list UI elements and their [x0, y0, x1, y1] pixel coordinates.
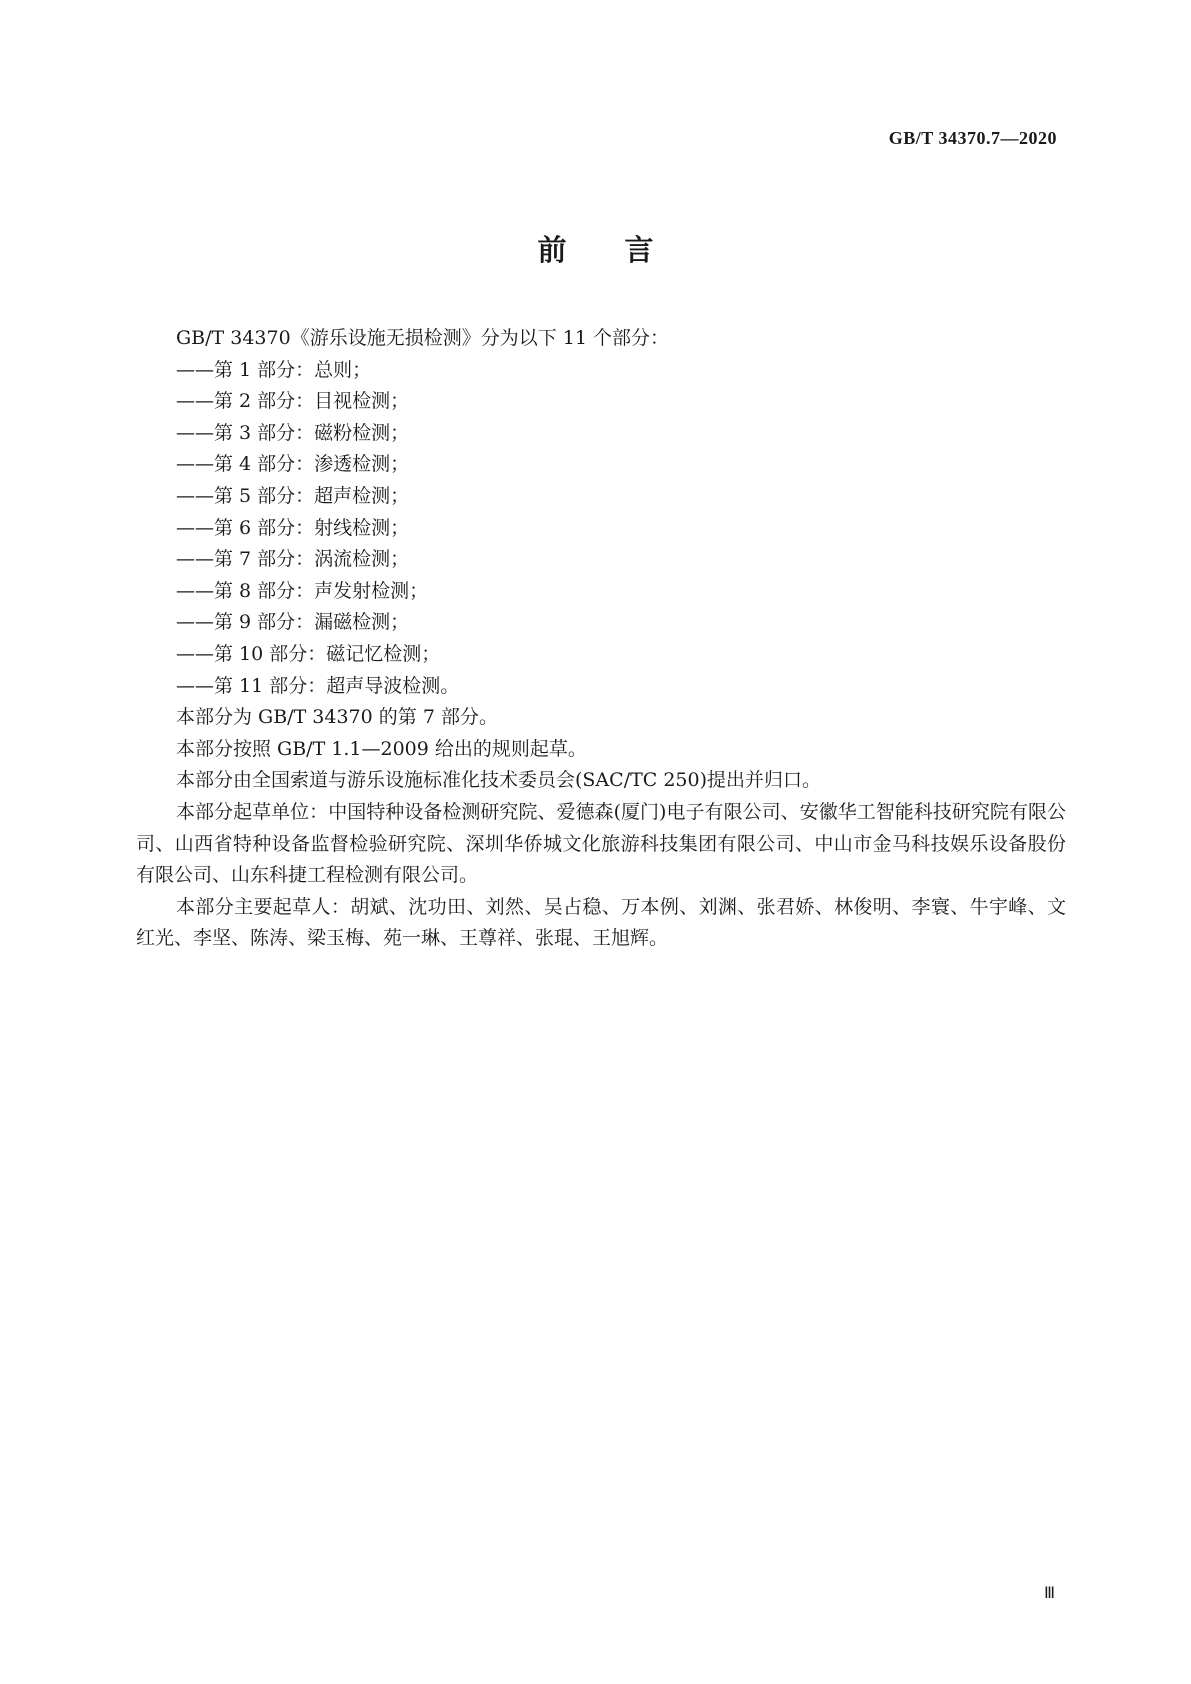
part-list-item: ——第 4 部分：渗透检测； — [176, 453, 410, 476]
page-title: 前言 — [537, 233, 712, 267]
part-list-item: ——第 9 部分：漏磁检测； — [176, 611, 410, 634]
part-list-item: ——第 11 部分：超声导波检测。 — [176, 674, 460, 697]
part-statement: 本部分为 GB/T 34370 的第 7 部分。 — [176, 706, 498, 729]
standard-code: GB/T 34370.7—2020 — [888, 128, 1057, 148]
part-list-item: ——第 3 部分：磁粉检测； — [176, 421, 410, 444]
page-number: Ⅲ — [1043, 1585, 1054, 1602]
intro-paragraph: GB/T 34370《游乐设施无损检测》分为以下 11 个部分： — [176, 327, 669, 349]
proposing-committee: 本部分由全国索道与游乐设施标准化技术委员会(SAC/TC 250)提出并归口。 — [176, 769, 822, 792]
drafting-rules: 本部分按照 GB/T 1.1—2009 给出的规则起草。 — [176, 737, 587, 760]
part-list-item: ——第 1 部分：总则； — [176, 358, 372, 381]
drafting-organizations: 本部分起草单位：中国特种设备检测研究院、爱德森(厦门)电子有限公司、安徽华工智能科技研究院有限公司、山西省特种设备监督检验研究院、深圳华侨城文化旅游科技集团有限公司、中山市金马科技娱乐设备股份有限公司、山东科捷工程检测有限公司。 — [136, 800, 1066, 887]
part-list-item: ——第 8 部分：声发射检测； — [176, 579, 429, 602]
part-list-item: ——第 5 部分：超声检测； — [176, 484, 410, 507]
main-drafters: 本部分主要起草人：胡斌、沈功田、刘然、吴占稳、万本例、刘渊、张君娇、林俊明、李寰、牛宇峰、文红光、李坚、陈涛、梁玉梅、苑一琳、王尊祥、张琨、王旭辉。 — [136, 895, 1066, 950]
part-list-item: ——第 2 部分：目视检测； — [176, 390, 410, 413]
part-list-item: ——第 7 部分：涡流检测； — [176, 548, 410, 571]
foreword-body — [136, 323, 1066, 955]
part-list-item: ——第 6 部分：射线检测； — [176, 516, 410, 539]
part-list-item: ——第 10 部分：磁记忆检测； — [176, 642, 441, 665]
